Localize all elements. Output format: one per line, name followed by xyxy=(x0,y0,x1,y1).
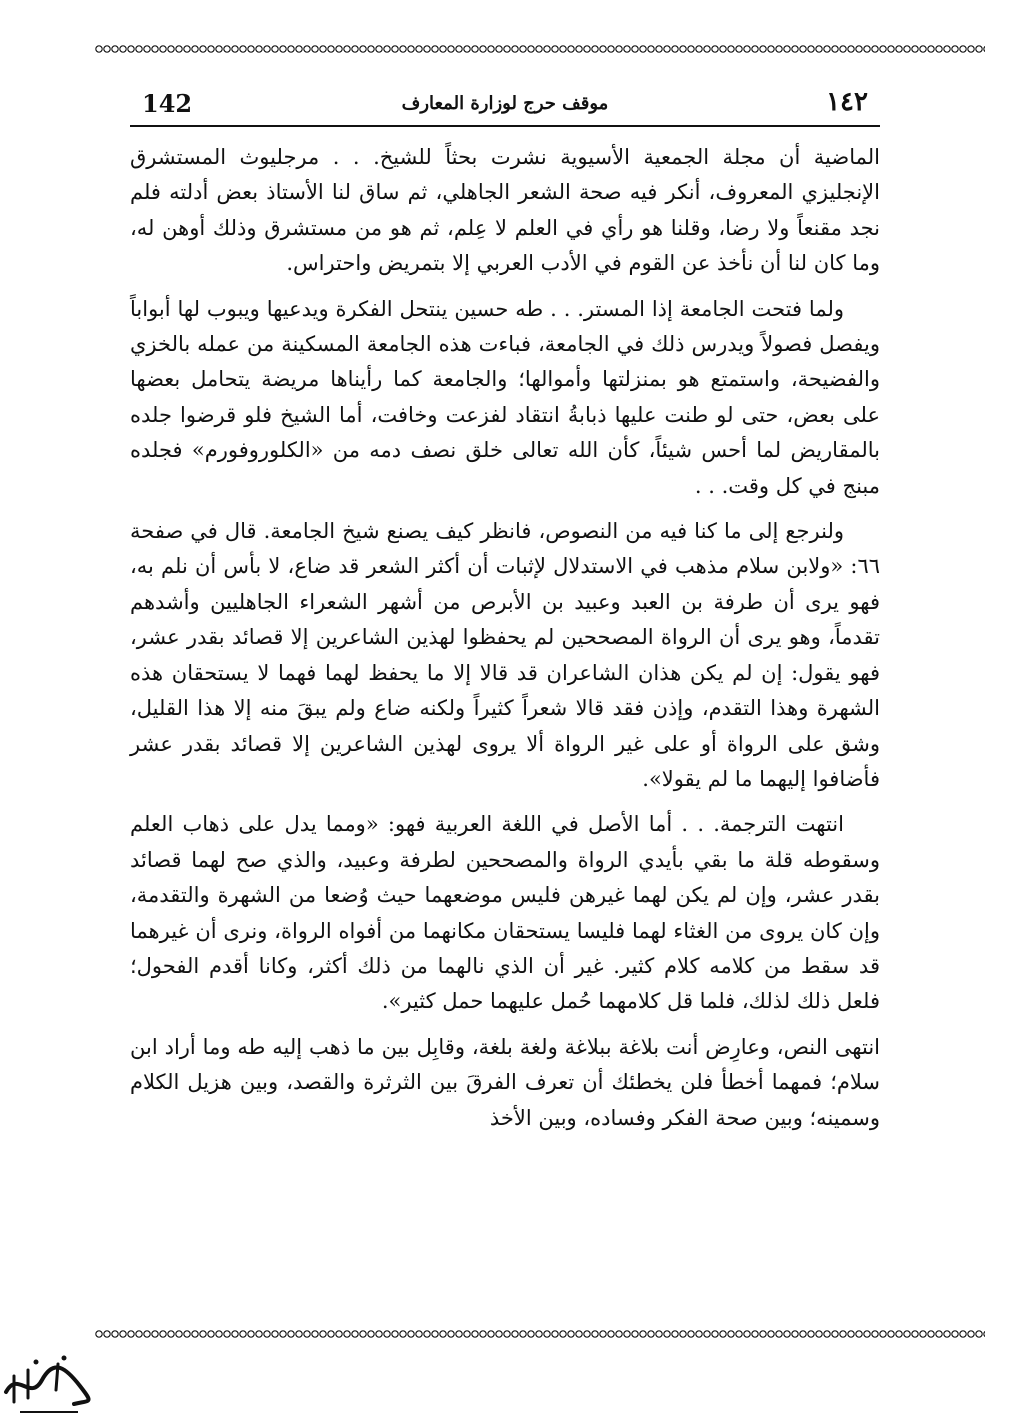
decorative-border-bottom xyxy=(95,1327,985,1341)
paragraph-2: ولما فتحت الجامعة إذا المستر. . . طه حسين ينتحل الفكرة ويدعيها ويبوب لها أبواباً ويفصل فصولاً ويدرس ذلك في الجامعة، فباءت هذه الجامعة المسكينة من عمله بالخزي والفضيحة، واستمتع هو بمنزلتها وأموالها؛ والجامعة كما رأيناها مريضة يتحامل بعضها على بعض، حتى لو طنت عليها ذبابةُ انتقاد لفزعت وخافت، أما الشيخ فلو قرضوا جلده بالمقاريض لما أحس شيئاً، كأن الله تعالى خلق نصف دمه من «الكلوروفورم» فجلده مبنج في كل وقت. . . xyxy=(130,296,880,498)
paragraph-4: انتهت الترجمة. . . أما الأصل في اللغة العربية فهو: «ومما يدل على ذهاب العلم وسقوطه قلة ما بقي بأيدي الرواة والمصححين لطرفة وعبيد، والذي صح لهما قصائد بقدر عشر، وإن لم يكن لهما غيرهن فليس موضعهما حيث وُضعا من الشهرة والتقدمة، وإن كان يروى من الغثاء لهما فليسا يستحقان مكانهما من أفواه الرواة، ونرى أن غيرهما قد سقط من كلامه كلام كثير. غير أن الذي نالهما من ذلك أكثر، وكانا أقدم الفحول؛ فلعل ذلك لذلك، فلما قل كلامهما حُمل عليهما حمل كثير». xyxy=(130,812,880,1014)
page-header xyxy=(130,85,880,127)
running-title: موقف حرج لوزارة المعارف xyxy=(401,93,609,114)
paragraph-3: ولنرجع إلى ما كنا فيه من النصوص، فانظر كيف يصنع شيخ الجامعة. قال في صفحة ٦٦: «ولابن سلام مذهب في الاستدلال لإثبات أن أكثر الشعر قد ضاع، لا بأس أن نلم به، فهو يرى أن طرفة بن العبد وعبيد بن الأبرص من أشهر الشعراء الجاهليين وأشدهم تقدماً، وهو يرى أن الرواة المصححين لم يحفظوا لهذين الشاعرين إلا قصائد بقدر عشر، فهو يقول: إن لم يكن هذان الشاعران قد قالا إلا ما يحفظ لهما فهما لا يستحقان هذه الشهرة وهذا التقدم، وإذن فقد قالا شعراً كثيراً ولكنه ضاع ولم يبقَ منه إلا هذا القليل، وشق على الرواة أو على غير الرواة ألا يروى لهذين الشاعرين إلا قصائد بقدر عشر فأضافوا إليهما ما لم يقولا». xyxy=(130,519,880,791)
paragraph-1: الماضية أن مجلة الجمعية الأسيوية نشرت بحثاً للشيخ. . . مرجليوث المستشرق الإنجليزي المعروف، أنكر فيه صحة الشعر الجاهلي، ثم ساق لنا الأستاذ بعض أدلته فلم نجد مقنعاً ولا رضا، وقلنا هو رأي في العلم لا عِلم، ثم هو من مستشرق وذلك أوهن له، وما كان لنا أن نأخذ عن القوم في الأدب العربي إلا بتمريض واحتراس. xyxy=(130,145,880,276)
decorative-border-top xyxy=(95,42,985,56)
library-logo-stamp xyxy=(0,1340,96,1420)
page-number-latin: 142 xyxy=(142,89,193,118)
body-text xyxy=(130,140,880,1146)
paragraph-5: انتهى النص، وعارِض أنت بلاغة ببلاغة ولغة بلغة، وقابِل بين ما ذهب إليه طه وما أراد ابن سلام؛ فمهما أخطأ فلن يخطئك أن تعرف الفرقَ بين الثرثرة والقصد، وبين هزيل الكلام وسمينه؛ وبين صحة الفكر وفساده، وبين الأخذ xyxy=(130,1034,880,1130)
page-number-arabic: ١٤٢ xyxy=(826,87,868,117)
